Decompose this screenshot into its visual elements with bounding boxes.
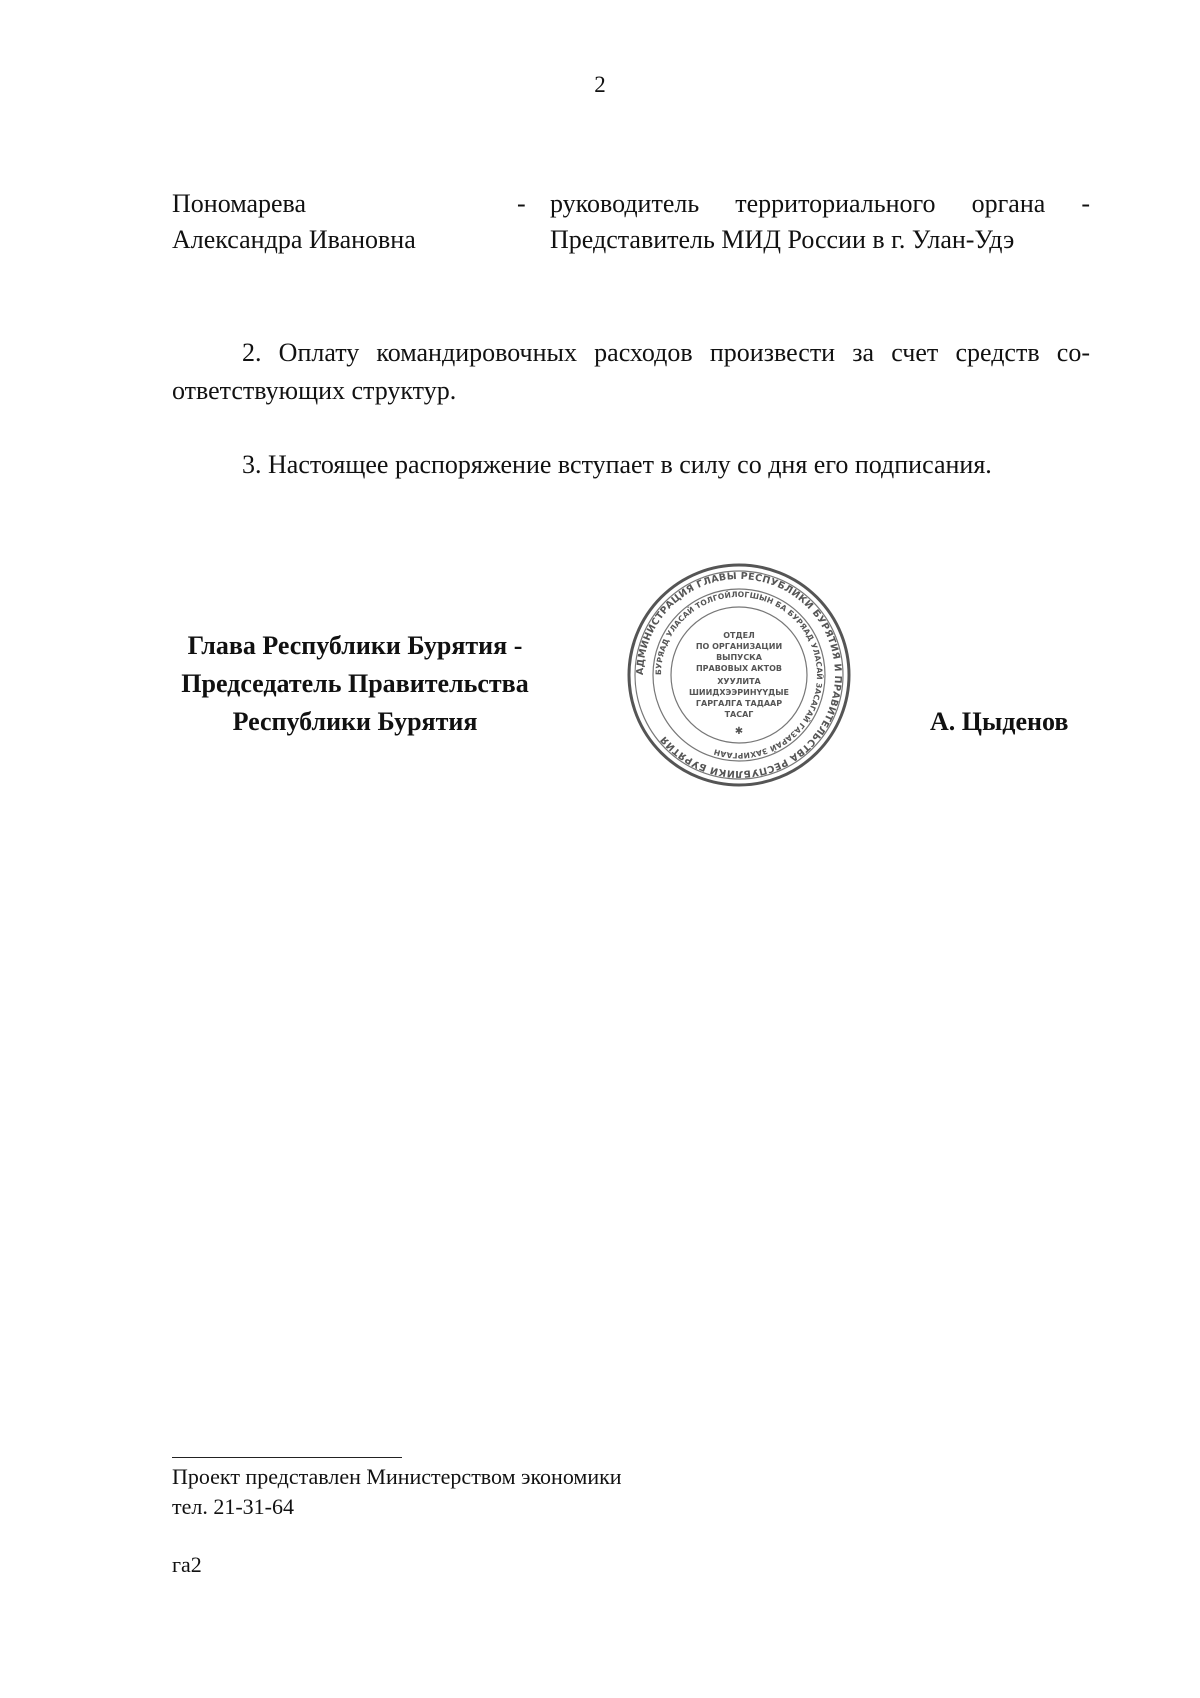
person-role	[550, 186, 1090, 258]
seal-center-line-1: ОТДЕЛ	[723, 631, 755, 640]
seal-center-line-6: ШИИДХЭЭРИНҮҮДЫЕ	[688, 688, 790, 697]
seal-center-line-2: ПО ОРГАНИЗАЦИИ	[695, 642, 783, 651]
seal-center-line-3: ВЫПУСКА	[716, 653, 762, 662]
signatory-name: А. Цыденов	[930, 707, 1069, 736]
paragraph-3: 3. Настоящее распоряжение вступает в силу со дня его подписания.	[242, 450, 992, 479]
seal-ring-4	[671, 607, 807, 743]
seal-star-icon: ✱	[734, 726, 744, 737]
person-surname: Пономарева	[172, 189, 307, 218]
seal-inner-text: БУРЯАД УЛАСАЙ ТОЛГОЙЛОГШЫН БА БУРЯАД УЛАСАЙ ЗАСАГАЙ ГАЗАРАЙ ЗАХИРГААН	[653, 589, 825, 761]
footnote	[172, 1462, 622, 1522]
footnote-phone: тел. 21-31-64	[172, 1494, 295, 1519]
page-number: 2	[594, 72, 606, 97]
person-dash: -	[517, 189, 526, 218]
signature-title-line3: Республики Бурятия	[232, 707, 478, 736]
signature-title-line1: Глава Республики Бурятия -	[187, 631, 523, 660]
seal-center-line-8: ТАСАГ	[724, 710, 754, 719]
person-role-line1: руководитель территориального органа -	[550, 189, 1090, 218]
signature-title	[160, 627, 550, 741]
official-seal	[626, 562, 852, 788]
seal-outer-text: АДМИНИСТРАЦИЯ ГЛАВЫ РЕСПУБЛИКИ БУРЯТИЯ И ПРАВИТЕЛЬСТВА РЕСПУБЛИКИ БУРЯТИЯ	[634, 570, 844, 780]
seal-center-line-5: ХУУЛИТА	[717, 677, 761, 686]
paragraph-2: 2. Оплату командировочных расходов произвести за счет средств со-ответствующих структур.	[172, 338, 1090, 405]
seal-center-line-4: ПРАВОВЫХ АКТОВ	[695, 664, 783, 673]
person-name	[172, 186, 502, 258]
document-code: га2	[172, 1552, 202, 1577]
footnote-divider	[172, 1457, 402, 1458]
signature-title-line2: Председатель Правительства	[181, 669, 529, 698]
seal-center-line-7: ГАРГАЛГА ТАДААР	[695, 699, 783, 708]
person-given-names: Александра Ивановна	[172, 225, 416, 254]
person-role-line2: Представитель МИД России в г. Улан-Удэ	[550, 225, 1015, 254]
footnote-line1: Проект представлен Министерством экономики	[172, 1464, 622, 1489]
